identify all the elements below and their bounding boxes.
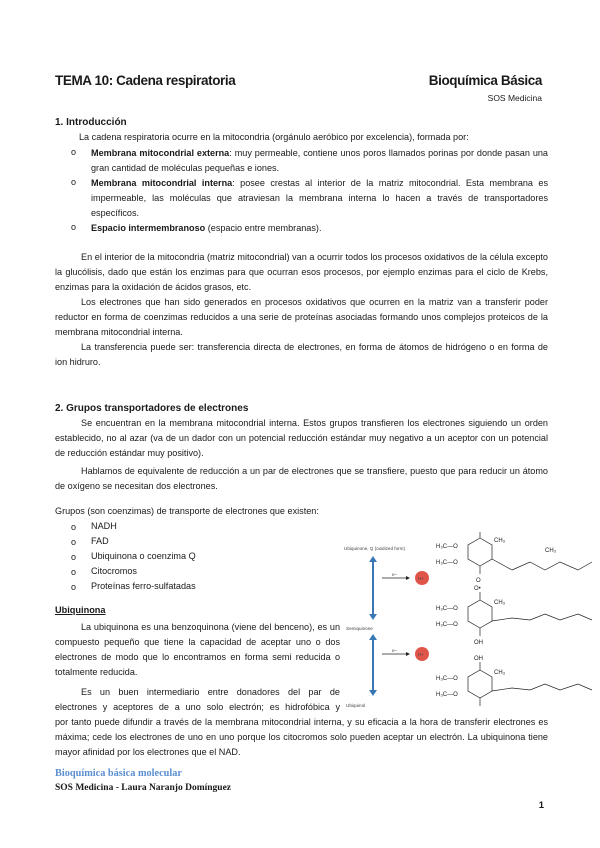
- paragraph: En el interior de la mitocondria (matriz mitocondrial) van a ocurrir todos los procesos oxidativos de la célula excepto la glucólisis, dado que están los enzimas para que ocurran esos procesos, por ejemplo enzimas para el ciclo de Krebs, enzimas para la oxidación de ácidos grasos, etc.: [55, 252, 548, 292]
- groups-list: [70, 519, 330, 594]
- svg-text:CH₃: CH₃: [494, 600, 506, 606]
- svg-text:e−: e−: [392, 572, 398, 577]
- membrane-list: [70, 146, 548, 236]
- definition: : muy permeable, contiene unos poros llamados porinas por donde pasan una gran cantidad de moléculas pequeñas e iones.: [91, 148, 548, 173]
- course-title: Bioquímica Básica: [428, 73, 542, 88]
- bullet-icon: o: [71, 147, 77, 157]
- bullet-icon: o: [71, 582, 77, 592]
- paragraph: Los electrones que han sido generados en procesos oxidativos que ocurren en la matriz van a transferir poder reductor en forma de coenzimas reducidos a una serie de proteínas asociadas formando unos complejos proteicos de la membrana mitocondrial interna.: [55, 297, 548, 337]
- arrow-head: [369, 690, 377, 696]
- definition: (espacio entre membranas).: [205, 223, 322, 233]
- svg-text:H₃C—O: H₃C—O: [436, 544, 458, 550]
- svg-text:H₃C—O: H₃C—O: [436, 676, 458, 682]
- bullet-icon: o: [71, 537, 77, 547]
- label-ubiquinone: Ubiquinone, Q (oxidized form): [344, 546, 406, 551]
- list-item: o NADH: [70, 519, 330, 534]
- section-2-body: [55, 416, 548, 494]
- header-subtitle: SOS Medicina: [487, 93, 542, 103]
- section-1-body: [55, 250, 548, 370]
- svg-text:CH₃: CH₃: [494, 670, 506, 676]
- ubiquinona-heading: Ubiquinona: [55, 605, 106, 615]
- bullet-icon: o: [71, 552, 77, 562]
- ubiquinona-paragraph-1: La ubiquinona es una benzoquinona (viene del benceno), es un compuesto pequeño que tiene la capacidad de aceptar uno o dos electrones de modo que lo encontramos en forma semi reducida o totalmente reducida.: [55, 622, 340, 677]
- svg-text:OH: OH: [474, 656, 483, 662]
- paragraph: La transferencia puede ser: transferencia directa de electrones, en forma de átomos de hidrógeno o en forma de ion hidruro.: [55, 342, 548, 367]
- svg-text:O•: O•: [474, 586, 481, 592]
- arrow-head: [369, 634, 377, 640]
- list-item: [70, 146, 548, 176]
- term: Membrana mitocondrial externa: [91, 148, 230, 158]
- section-2-heading: 2. Grupos transportadores de electrones: [55, 403, 249, 414]
- bullet-icon: o: [71, 222, 77, 232]
- svg-text:CH₃: CH₃: [494, 538, 506, 544]
- paragraph-line: electrones y aceptores de a uno solo electrón; es hidrofóbica y: [55, 702, 340, 712]
- quinone-structure-1: [468, 532, 592, 574]
- label-semiquinone: Semiquinone: [346, 626, 373, 631]
- section-1-intro: La cadena respiratoria ocurre en la mitocondria (orgánulo aeróbico por excelencia), formada por:: [79, 132, 469, 142]
- svg-text:H₃C—O: H₃C—O: [436, 622, 458, 628]
- groups-intro: Grupos (son coenzimas) de transporte de electrones que existen:: [55, 506, 319, 516]
- list-item: o Ubiquinona o coenzima Q: [70, 549, 330, 564]
- svg-text:H₃C—O: H₃C—O: [436, 692, 458, 698]
- svg-text:OH: OH: [474, 640, 483, 646]
- page-number: 1: [538, 800, 544, 811]
- quinone-structure-2: [468, 592, 592, 636]
- svg-text:H+: H+: [418, 652, 425, 657]
- term: Membrana mitocondrial interna: [91, 178, 233, 188]
- term: Espacio intermembranoso: [91, 223, 206, 233]
- ubiquinone-figure: [340, 530, 600, 710]
- list-item: o Citocromos: [70, 564, 330, 579]
- list-item: o Proteínas ferro-sulfatadas: [70, 579, 330, 594]
- definition: : posee crestas al interior de la matriz mitocondrial. Esta membrana es impermeable, las moléculas que atraviesan la membrana interna lo hacen a través de transportadores específicos.: [91, 178, 549, 218]
- label-ubiquinol: Ubiquinol: [346, 703, 366, 708]
- bullet-icon: o: [71, 177, 77, 187]
- document-title: TEMA 10: Cadena respiratoria: [55, 73, 236, 88]
- svg-text:H₃C—O: H₃C—O: [436, 560, 458, 566]
- list-item: [70, 176, 548, 221]
- paragraph-line: Es un buen intermediario entre donadores del par de: [81, 687, 340, 697]
- svg-text:H+: H+: [418, 576, 425, 581]
- bullet-icon: o: [71, 567, 77, 577]
- svg-text:CH₃: CH₃: [545, 548, 557, 554]
- ubiquinona-paragraph-2-rest: por tanto puede difundir a través de la membrana mitocondrial interna, y su eficacia a la hora de transferir electrones es máxima; cede los electrones de uno en uno porque los citocromos solo pueden aceptar un electrón. La ubiquinona tiene mayor afinidad por los electrones que el NAD.: [55, 717, 548, 757]
- paragraph: Hablamos de equivalente de reducción a un par de electrones que se transfiere, puesto que para reducir un átomo de oxígeno se necesitan dos electrones.: [55, 466, 548, 491]
- list-item: [70, 221, 548, 236]
- ubiquinona-paragraph-2-start: [55, 685, 340, 715]
- section-1-heading: 1. Introducción: [55, 117, 127, 128]
- bullet-icon: o: [71, 522, 77, 532]
- footer-course: Bioquímica básica molecular: [55, 768, 182, 779]
- svg-text:H₃C—O: H₃C—O: [436, 606, 458, 612]
- svg-text:O: O: [476, 578, 481, 584]
- paragraph: Se encuentran en la membrana mitocondrial interna. Estos grupos transfieren los electrones siguiendo un orden establecido, no al azar (va de un dador con un potencial reducción estándar muy negativo a un aceptor con un potencial de reducción estándar muy positivo).: [55, 418, 548, 458]
- quinone-structure-3: [468, 662, 592, 706]
- svg-text:e−: e−: [392, 648, 398, 653]
- arrow-head: [369, 556, 377, 562]
- footer-author: SOS Medicina - Laura Naranjo Domínguez: [55, 783, 232, 793]
- arrow-head: [369, 614, 377, 620]
- list-item: o FAD: [70, 534, 330, 549]
